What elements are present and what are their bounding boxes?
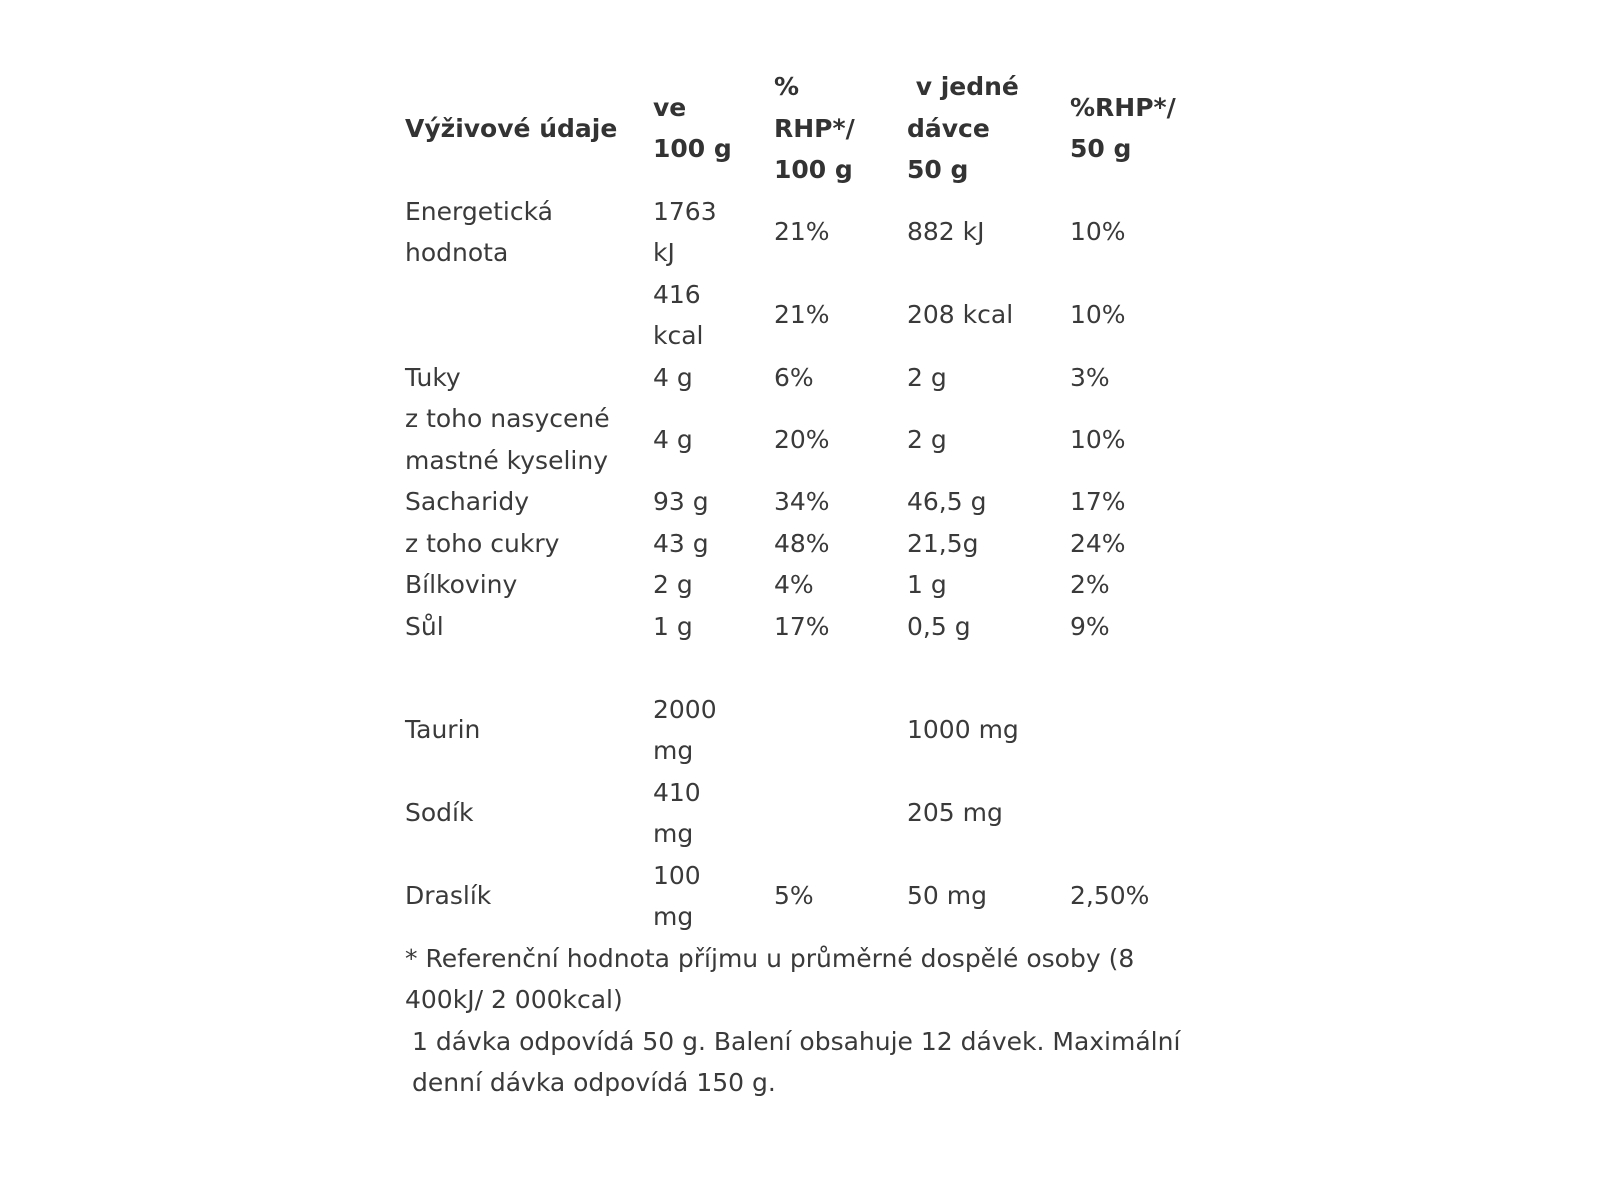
table-row xyxy=(405,191,1205,274)
cell-rhp-100g: 34% xyxy=(774,487,830,516)
cell-per-dose: 21,5g xyxy=(907,528,979,558)
header-nutrition-label: Výživové údaje xyxy=(405,113,618,143)
header-per-dose xyxy=(907,66,1070,191)
row-label: Draslík xyxy=(405,881,492,911)
header-per-dose-line1: v jedné xyxy=(907,72,1019,101)
cell-per-dose: 0,5 g xyxy=(907,611,971,641)
cell-per-100g-line2: kJ xyxy=(653,238,675,267)
spacer-cell xyxy=(405,647,653,689)
cell-rhp-100g: 21% xyxy=(774,217,830,247)
cell-rhp-dose: 2% xyxy=(1070,570,1110,599)
header-per-100g xyxy=(653,66,774,191)
row-label xyxy=(405,191,653,274)
cell-per-100g xyxy=(653,855,774,938)
row-label-line2: mastné kyseliny xyxy=(405,445,608,475)
table-row xyxy=(405,772,1205,855)
cell-rhp-dose: 10% xyxy=(1070,424,1126,454)
cell-rhp-dose: 10% xyxy=(1070,217,1126,247)
header-rhp-100g xyxy=(774,66,907,191)
cell-per-100g: 93 g xyxy=(653,487,709,516)
cell-per-dose: 50 mg xyxy=(907,881,987,911)
cell-per-100g-line1: 410 xyxy=(653,777,701,807)
cell-rhp-100g: 21% xyxy=(774,300,830,330)
cell-rhp-100g: 17% xyxy=(774,611,830,641)
cell-per-100g: 4 g xyxy=(653,424,693,454)
cell-rhp-100g: 4% xyxy=(774,570,814,599)
cell-per-dose: 1000 mg xyxy=(907,715,1019,745)
spacer-cell xyxy=(653,647,774,689)
cell-per-100g-line1: 100 xyxy=(653,860,701,890)
cell-per-100g xyxy=(653,274,774,357)
cell-per-dose: 882 kJ xyxy=(907,217,985,247)
cell-per-100g xyxy=(653,689,774,772)
row-label: Sůl xyxy=(405,611,444,641)
cell-per-dose: 1 g xyxy=(907,570,947,599)
cell-rhp-100g xyxy=(774,772,907,855)
cell-rhp-dose: 24% xyxy=(1070,528,1126,558)
cell-per-100g-line1: 1763 xyxy=(653,196,717,226)
header-per-dose-line3: 50 g xyxy=(907,155,969,184)
spacer-cell xyxy=(774,647,907,689)
cell-per-dose: 205 mg xyxy=(907,798,1003,828)
header-rhp-100g-line2: RHP*/ xyxy=(774,113,855,143)
cell-per-100g xyxy=(653,191,774,274)
row-label: Sodík xyxy=(405,798,474,828)
table-row xyxy=(405,357,1205,399)
header-per-100g-line2: 100 g xyxy=(653,134,732,164)
header-rhp-100g-line1: % xyxy=(774,72,800,101)
table-row xyxy=(405,398,1205,481)
cell-rhp-dose: 17% xyxy=(1070,487,1126,516)
cell-rhp-dose: 9% xyxy=(1070,611,1110,641)
row-label-line2: hodnota xyxy=(405,238,509,267)
cell-per-100g: 2 g xyxy=(653,570,693,599)
cell-rhp-dose xyxy=(1070,689,1205,772)
table-row xyxy=(405,855,1205,938)
cell-per-100g-line2: mg xyxy=(653,902,694,931)
table-row xyxy=(405,274,1205,357)
dose-footnote: 1 dávka odpovídá 50 g. Balení obsahuje 12 dávek. Maximální denní dávka odpovídá 150 g. xyxy=(412,1026,1181,1097)
table-spacer-row xyxy=(405,647,1205,689)
row-label-line1: z toho nasycené xyxy=(405,404,610,433)
cell-rhp-dose: 3% xyxy=(1070,362,1110,392)
nutrition-table xyxy=(405,66,1205,938)
table-row xyxy=(405,523,1205,565)
header-rhp-100g-line3: 100 g xyxy=(774,155,853,184)
cell-rhp-100g: 20% xyxy=(774,424,830,454)
cell-rhp-100g xyxy=(774,689,907,772)
cell-per-100g: 43 g xyxy=(653,528,709,558)
row-label-line1: Energetická xyxy=(405,196,553,226)
cell-per-dose: 2 g xyxy=(907,424,947,454)
row-label xyxy=(405,274,653,357)
spacer-cell xyxy=(1070,647,1205,689)
cell-per-100g-line2: mg xyxy=(653,819,694,848)
cell-rhp-dose: 10% xyxy=(1070,300,1126,330)
table-row xyxy=(405,689,1205,772)
table-row xyxy=(405,481,1205,523)
table-header-row xyxy=(405,66,1205,191)
cell-per-100g xyxy=(653,772,774,855)
header-rhp-dose-line1: %RHP*/ xyxy=(1070,92,1176,122)
header-rhp-dose xyxy=(1070,66,1205,191)
cell-rhp-100g: 6% xyxy=(774,362,814,392)
spacer-cell xyxy=(907,647,1070,689)
table-row xyxy=(405,606,1205,648)
header-per-dose-line2: dávce xyxy=(907,113,990,143)
row-label xyxy=(405,398,653,481)
cell-rhp-100g: 5% xyxy=(774,881,814,911)
cell-per-100g: 4 g xyxy=(653,362,693,392)
cell-rhp-dose: 2,50% xyxy=(1070,881,1150,911)
cell-per-100g-line2: kcal xyxy=(653,321,704,350)
row-label: z toho cukry xyxy=(405,528,560,558)
cell-per-dose: 2 g xyxy=(907,362,947,392)
row-label: Sacharidy xyxy=(405,487,529,516)
cell-per-100g-line1: 2000 xyxy=(653,694,717,724)
cell-rhp-dose xyxy=(1070,772,1205,855)
cell-per-dose: 208 kcal xyxy=(907,300,1014,330)
row-label: Tuky xyxy=(405,362,461,392)
row-label: Taurin xyxy=(405,715,481,745)
cell-per-dose: 46,5 g xyxy=(907,487,987,516)
header-rhp-dose-line2: 50 g xyxy=(1070,134,1132,164)
cell-per-100g-line2: mg xyxy=(653,736,694,765)
cell-rhp-100g: 48% xyxy=(774,528,830,558)
nutrition-info xyxy=(405,66,1205,1104)
header-per-100g-line1: ve xyxy=(653,92,687,122)
row-label: Bílkoviny xyxy=(405,570,518,599)
cell-per-100g: 1 g xyxy=(653,611,693,641)
table-row xyxy=(405,564,1205,606)
header-nutrition xyxy=(405,66,653,191)
cell-per-100g-line1: 416 xyxy=(653,279,701,309)
reference-footnote: * Referenční hodnota příjmu u průměrné dospělé osoby (8 400kJ/ 2 000kcal) xyxy=(405,943,1135,1014)
